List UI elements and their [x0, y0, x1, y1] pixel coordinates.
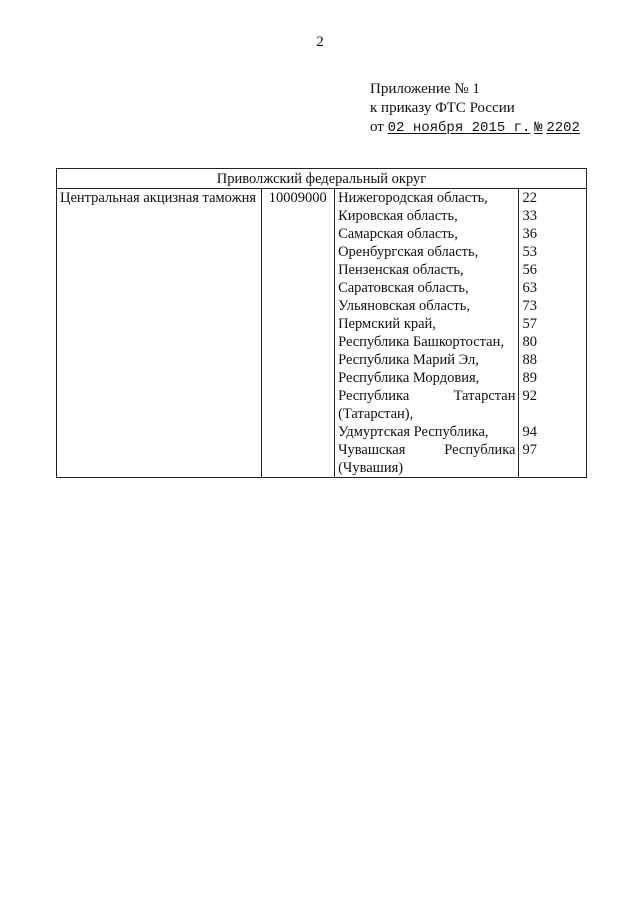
number-prefix: №: [534, 120, 543, 136]
page-number: 2: [316, 34, 324, 50]
region-name: Самарская область,: [338, 226, 458, 242]
region-name: Оренбургская область,: [338, 244, 479, 260]
region-code: 33: [522, 208, 537, 224]
region-code: 97: [522, 442, 537, 458]
region-name: [338, 387, 515, 405]
region-name: Удмуртская Республика,: [338, 424, 489, 440]
customs-regions-table: [56, 168, 587, 478]
region-name: Республика Башкортостан,: [338, 334, 504, 350]
region-code: 89: [522, 370, 537, 386]
region-name-part: Чувашская: [338, 442, 406, 458]
appendix-title: Приложение № 1: [370, 81, 480, 97]
region-name-part: Республика: [444, 442, 516, 458]
region-name: Республика Мордовия,: [338, 370, 480, 386]
customs-name-text: Центральная акцизная таможня: [60, 190, 257, 206]
region-code: 92: [522, 388, 537, 404]
appendix-header: [370, 80, 580, 138]
appendix-order-ref: к приказу ФТС России: [370, 100, 515, 116]
region-name: Пермский край,: [338, 316, 436, 332]
order-number: 2202: [546, 120, 580, 136]
region-name: Саратовская область,: [338, 280, 469, 296]
region-code: 63: [522, 280, 537, 296]
district-name: Приволжский федеральный округ: [57, 169, 587, 189]
region-code: 94: [522, 424, 537, 440]
date-prefix: от: [370, 119, 384, 135]
region-code: 73: [522, 298, 537, 314]
region-code: 57: [522, 316, 537, 332]
region-code: 80: [522, 334, 537, 350]
region-code: 22: [522, 190, 537, 206]
appendix-date-number: [370, 118, 580, 138]
region-name: [338, 441, 515, 459]
region-codes: [519, 189, 587, 478]
customs-code: 10009000: [261, 189, 335, 478]
region-name-continuation: (Чувашия): [338, 460, 404, 476]
region-code: 36: [522, 226, 537, 242]
region-code: 53: [522, 244, 537, 260]
region-name-part: Татарстан: [453, 388, 516, 404]
region-name: Ульяновская область,: [338, 298, 470, 314]
district-header-row: [57, 169, 587, 189]
table-row: [57, 189, 587, 478]
region-name: Пензенская область,: [338, 262, 464, 278]
region-code: 88: [522, 352, 537, 368]
region-code: 56: [522, 262, 537, 278]
region-name: Кировская область,: [338, 208, 458, 224]
regions-list: [335, 189, 519, 478]
region-name: Нижегородская область,: [338, 190, 488, 206]
region-name-part: Республика: [338, 388, 410, 404]
region-name: Республика Марий Эл,: [338, 352, 479, 368]
region-code-spacer: [522, 459, 583, 477]
region-name-continuation: (Татарстан),: [338, 406, 414, 422]
order-date: 02 ноября 2015 г.: [387, 120, 531, 136]
customs-name: [57, 189, 262, 478]
region-code-spacer: [522, 405, 583, 423]
